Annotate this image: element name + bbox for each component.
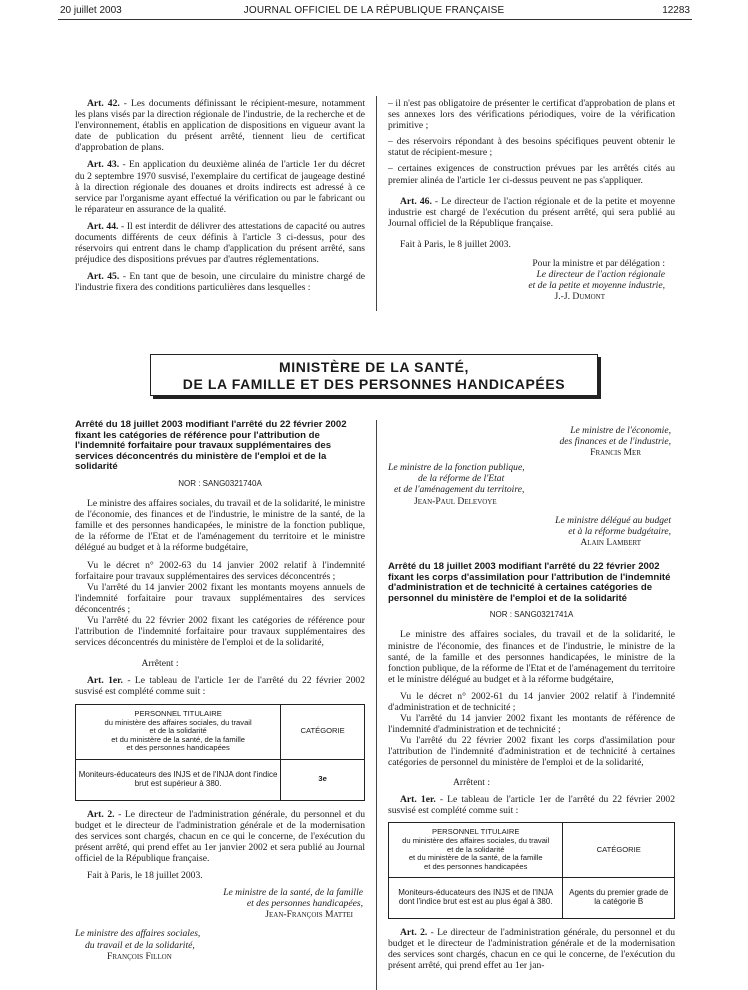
article-42: Art. 42. - Les documents définissant le récipient-mesure, notamment les plans visés par la direction régionale de l'industrie, de la recherche et de l'environnement, établis en application de dispositions en vigueur avant la date de publication du présent arrêté, tiennent lieu de certificat d'approbation de plans.	[75, 98, 365, 154]
table-cell: 3e	[281, 759, 365, 800]
dash-item: – des réservoirs répondant à des besoins spécifiques peuvent obtenir le statut de récipient-mesure ;	[388, 136, 675, 159]
arrete-1-nor: NOR : SANG0321740A	[178, 478, 262, 488]
arrete-2-para: Vu l'arrêté du 14 janvier 2002 fixant les montants de référence de l'indemnité d'administration et de technicité ;	[388, 713, 675, 736]
article-43: Art. 43. - En application du deuxième alinéa de l'article 1er du décret du 2 septembre 1970 susvisé, l'exemplaire du certificat de jaugeage destiné à la direction régionale des douanes et droits indirects est adressé à ce service par l'organisme ayant effectué la vérification ou par le fabricant ou le réparateur en assurance de la qualité.	[75, 159, 366, 215]
arrete-2-para: Le ministre des affaires sociales, du travail et de la solidarité, le ministre de l'économie, des finances et de l'industrie, le ministre de la santé, de la famille et des personnes handicapées, le ministre de la fonction publique, de la réforme de l'Etat et de l'aménagement du territoire et le ministre délégué au budget et à la réforme budgétaire,	[388, 629, 675, 685]
table-header-row	[389, 822, 675, 877]
header-journal-title: JOURNAL OFFICIEL DE LA RÉPUBLIQUE FRANÇAISE	[243, 5, 505, 16]
arrete-1-article-1: Art. 1er. - Le tableau de l'article 1er de l'arrêté du 22 février 2002 susvisé est complété comme suit :	[75, 675, 365, 698]
arrete-2-article-2: Art. 2. - Le directeur de l'administration générale, du personnel et du budget et le directeur de l'administration générale et de la modernisation des services sont chargés, chacun en ce qui le concerne, de l'exécution du présent arrêté, qui prend effet au 1er jan-	[388, 926, 675, 972]
arrete-1-para: Vu le décret n° 2002-63 du 14 janvier 2002 relatif à l'indemnité forfaitaire pour travaux supplémentaires des services déconcentrés ;	[75, 559, 365, 582]
table-header-row	[76, 704, 365, 759]
article-45: Art. 45. - En tant que de besoin, une circulaire du ministre chargé de l'industrie fixera des conditions particulières dans lesquelles :	[75, 271, 366, 294]
table-cell: Moniteurs-éducateurs des INJS et de l'INJA dont l'indice brut est supérieur à 380.	[76, 759, 281, 800]
arrete-1-para: Le ministre des affaires sociales, du travail et de la solidarité, le ministre de l'économie, des finances et de l'industrie, le ministre de la santé, de la famille et des personnes handicapées, le ministre de la fonction publique, de la réforme de l'Etat et de l'aménagement du territoire et le ministre délégué au budget et à la réforme budgétaire,	[75, 498, 365, 554]
arrete-1-article-2: Art. 2. - Le directeur de l'administration générale, du personnel et du budget et le directeur de l'administration générale et de la modernisation des services sont chargés, chacun en ce qui le concerne, de l'exécution du présent arrêté, qui prend effet au 1er janvier 2002 et sera publié au Journal officiel de la République française.	[75, 808, 365, 864]
signature-economy-minister: Le ministre de l'économie, des finances et de l'industrie, Francis Mer	[559, 425, 671, 459]
table-header-cell: PERSONNEL TITULAIRE du ministère des affaires sociales, du travail et de la solidarité et du ministère de la santé, de la famille et des personnes handicapées	[76, 704, 281, 759]
arrete-2-para: Vu le décret n° 2002-61 du 14 janvier 2002 relatif à l'indemnité d'administration et de technicité ;	[388, 690, 675, 713]
arrete-1-fait: Fait à Paris, le 18 juillet 2003.	[87, 870, 203, 882]
article-46: Art. 46. - Le directeur de l'action régionale et de la petite et moyenne industrie est chargé de l'exécution du présent arrêté, qui sera publié au Journal officiel de la République française.	[388, 195, 675, 229]
table-row	[76, 759, 365, 800]
signature-public-service-minister: Le ministre de la fonction publique, de la réforme de l'Etat et de l'aménagement du territoire, Jean-Paul Delevoye	[388, 462, 525, 507]
arrete-2-article-1: Art. 1er. - Le tableau de l'article 1er de l'arrêté du 22 février 2002 susvisé est complété comme suit :	[388, 793, 675, 816]
table-row	[389, 877, 675, 918]
arrete-2-table	[388, 822, 675, 919]
arrete-1-para: Vu l'arrêté du 14 janvier 2002 fixant les montants moyens annuels de l'indemnité forfaitaire pour travaux supplémentaires des services déconcentrés ;	[75, 581, 365, 615]
signature-budget-minister: Le ministre délégué au budget et à la réforme budgétaire, Alain Lambert	[555, 514, 671, 548]
fait-a-paris: Fait à Paris, le 8 juillet 2003.	[400, 238, 511, 250]
table-header-cell: PERSONNEL TITULAIRE du ministère des affaires sociales, du travail et de la solidarité et du ministère de la santé, de la famille et des personnes handicapées	[389, 822, 563, 877]
arrete-1-title: Arrêté du 18 juillet 2003 modifiant l'arrêté du 22 février 2002 fixant les catégories de référence pour l'attribution de l'indemnité forfaitaire pour travaux supplémentaires des services déconcentrés du ministère de l'emploi et de la solidarité	[75, 419, 347, 473]
column-divider-top	[376, 96, 377, 311]
dash-item: – il n'est pas obligatoire de présenter le certificat d'approbation de plans et ses annexes lors des vérifications périodiques, voire de la vérification primitive ;	[388, 98, 675, 132]
table-cell: Moniteurs-éducateurs des INJS et de l'INJA dont l'indice brut est est au plus égal à 380.	[389, 877, 563, 918]
top-left-column	[75, 98, 365, 300]
signature-social-affairs-minister: Le ministre des affaires sociales, du travail et de la solidarité, François Fillon	[75, 928, 201, 962]
table-cell: Agents du premier grade de la catégorie B	[563, 877, 675, 918]
header-rule	[58, 19, 692, 20]
arrete-2-para: Vu l'arrêté du 22 février 2002 fixant les corps d'assimilation pour l'attribution de l'indemnité d'administration et de technicité à certaines catégories de personnel du ministère de l'emploi et de la solidarité,	[388, 735, 675, 769]
arrete-2-arretent: Arrêtent :	[452, 776, 491, 788]
top-right-column	[388, 98, 675, 302]
header-page-number: 12283	[662, 5, 690, 16]
column-divider-bottom	[376, 420, 377, 990]
arrete-2-nor: NOR : SANG0321741A	[489, 610, 574, 620]
page-header	[0, 0, 748, 20]
signature-block: Pour la ministre et par délégation : Le directeur de l'action régionale et de la petite et moyenne industrie, J.-J. Dumont	[528, 258, 665, 303]
ministry-heading-box	[150, 354, 598, 396]
table-header-cell: CATÉGORIE	[281, 704, 365, 759]
table-header-cell: CATÉGORIE	[563, 822, 675, 877]
arrete-1-table	[75, 704, 365, 801]
arrete-1-para: Vu l'arrêté du 22 février 2002 fixant les catégories de référence pour l'attribution de l'indemnité forfaitaire pour travaux supplémentaires des services déconcentrés du ministère de l'emploi et de la solidarité,	[75, 615, 365, 649]
arrete-1-column	[75, 420, 365, 962]
ministry-line-2: DE LA FAMILLE ET DES PERSONNES HANDICAPÉES	[182, 376, 566, 392]
dash-item: – certaines exigences de construction prévues par les arrêtés cités au premier alinéa de l'article 1er ci-dessus peuvent ne pas s'appliquer.	[388, 163, 675, 186]
header-date: 20 juillet 2003	[60, 5, 122, 16]
signature-health-minister: Le ministre de la santé, de la famille et des personnes handicapées, Jean-François Mattei	[223, 887, 363, 921]
article-44: Art. 44. - Il est interdit de délivrer des attestations de capacité ou autres documents différents de ceux définis à l'article 3 ci-dessus, pour des réservoirs qui entrent dans le champ d'application du présent arrêté, sans préjudice des dispositions prévues par d'autres réglementations.	[75, 220, 365, 266]
arrete-2-title: Arrêté du 18 juillet 2003 modifiant l'arrêté du 22 février 2002 fixant les corps d'assimilation pour l'attribution de l'indemnité d'administration et de technicité à certaines catégories de personnel du ministère de l'emploi et de la solidarité	[388, 560, 671, 604]
arrete-1-arretent: Arrêtent :	[141, 658, 179, 670]
arrete-2-column	[388, 425, 675, 977]
ministry-line-1: MINISTÈRE DE LA SANTÉ,	[278, 359, 470, 375]
